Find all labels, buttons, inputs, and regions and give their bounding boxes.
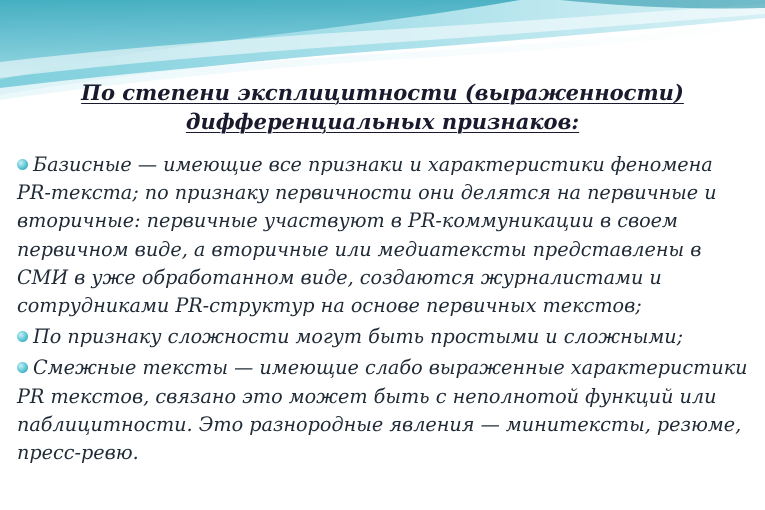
slide-title bbox=[40, 78, 725, 136]
bullet-dot-icon bbox=[17, 159, 28, 170]
bullet-dot-icon bbox=[17, 362, 28, 373]
bullet-text: По признаку сложности могут быть простыми и сложными; bbox=[33, 325, 684, 349]
bullet-text: Смежные тексты — имеющие слабо выраженные характеристики PR текстов, связано это может быть с неполнотой функций или паблицитности. Это разнородные явления — минитексты, резюме, пресс-ревю. bbox=[17, 356, 748, 465]
title-line-1: По степени эксплицитности (выраженности) bbox=[81, 80, 684, 105]
bullet-text: Базисные — имеющие все признаки и характеристики феномена PR-текста; по признаку первичности они делятся на первичные и вторичные: первичные участвуют в PR-коммуникации в своем первичном виде, а вторичные или медиатексты представлены в СМИ в уже обработанном виде, создаются журналистами и сотрудниками PR-структур на основе первичных текстов; bbox=[17, 153, 717, 318]
bullet-item-basic bbox=[17, 151, 752, 320]
bullet-item-adjacent bbox=[17, 354, 752, 467]
bullet-list bbox=[17, 151, 752, 467]
bullet-item-complexity bbox=[17, 323, 752, 351]
title-line-2: дифференциальных признаков: bbox=[185, 109, 580, 134]
bullet-dot-icon bbox=[17, 331, 28, 342]
